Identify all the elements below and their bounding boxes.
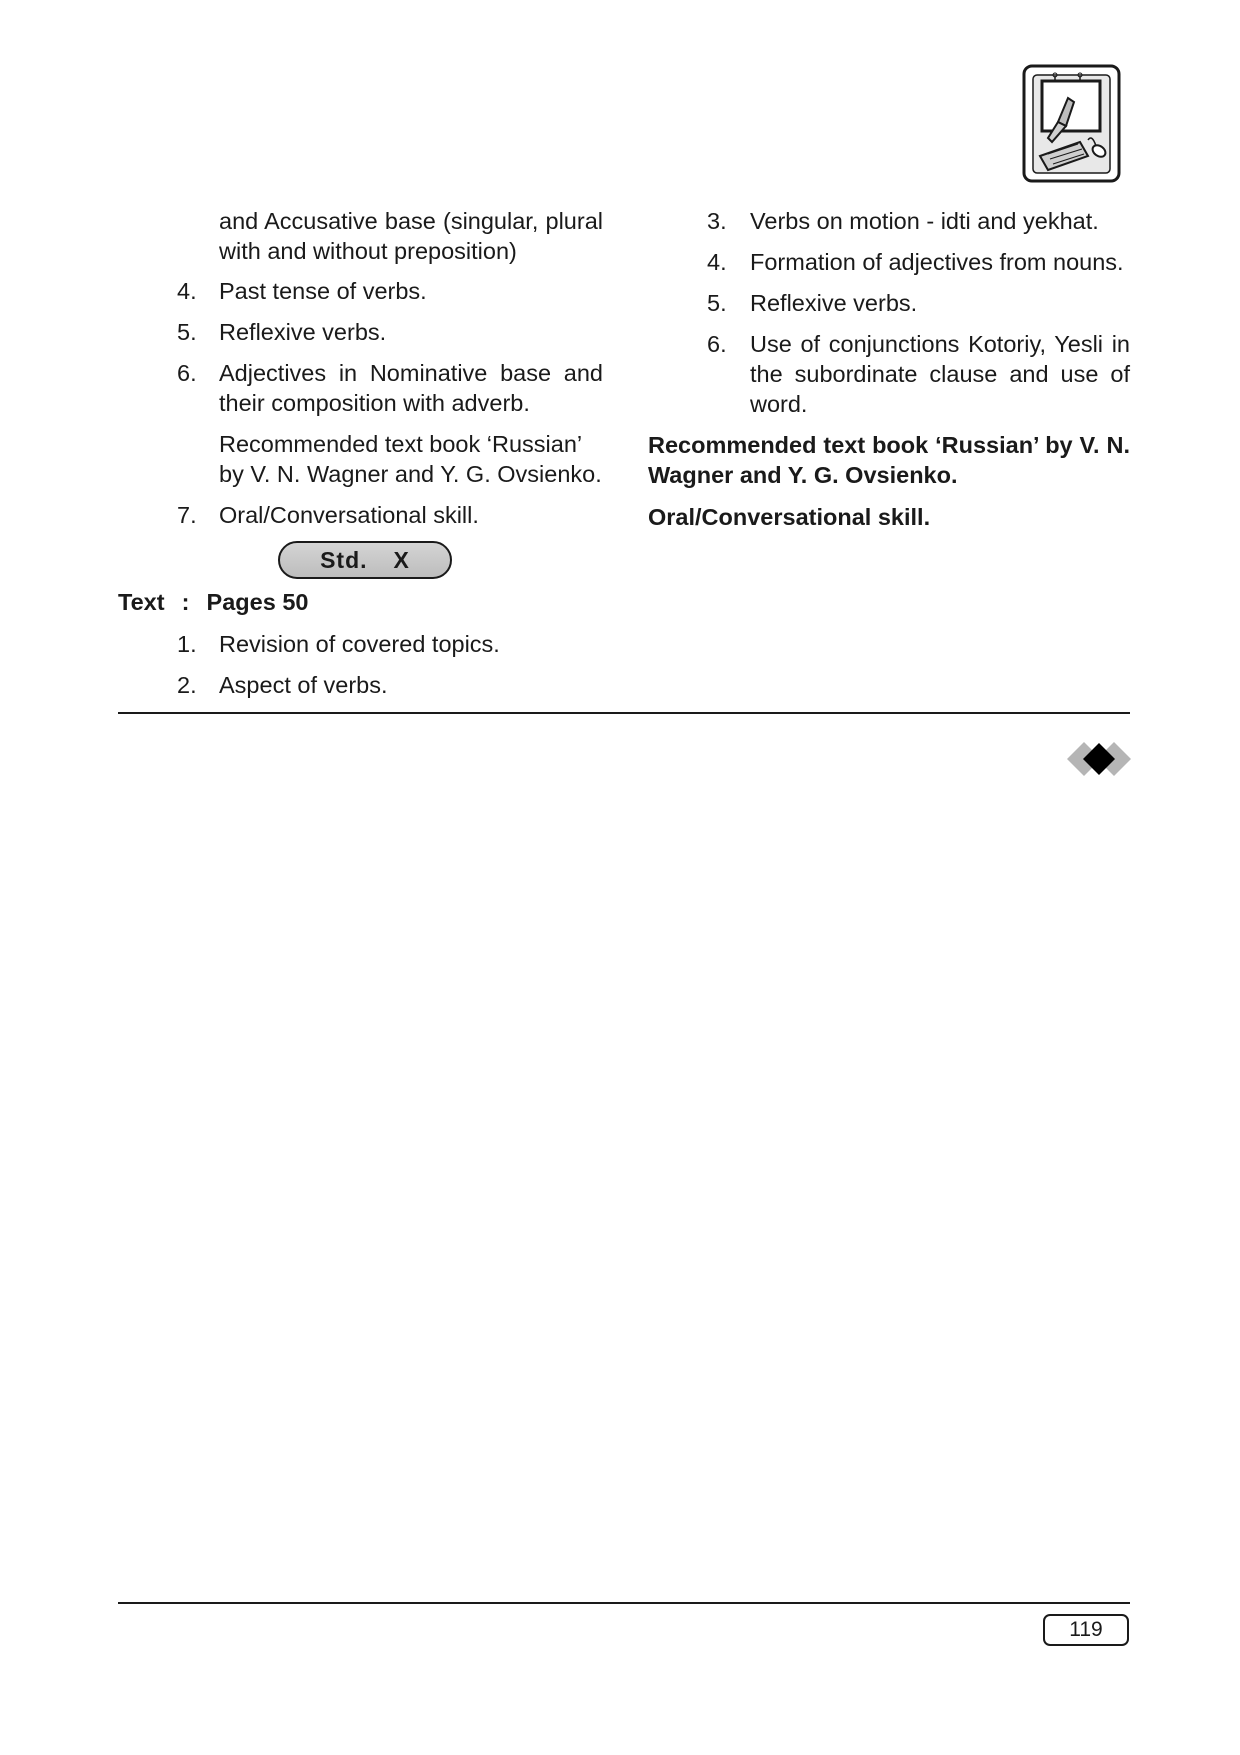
list-number: 4. xyxy=(707,249,727,275)
computer-stylus-icon xyxy=(1022,64,1121,183)
list-text: Reflexive verbs. xyxy=(219,319,387,345)
list-item xyxy=(648,206,1130,236)
diamond-ornament-icon xyxy=(1066,738,1132,780)
text-separator: : xyxy=(181,589,190,615)
list-number: 6. xyxy=(707,331,727,357)
list-item xyxy=(118,629,603,659)
list-number: 1. xyxy=(177,631,197,657)
list-item xyxy=(118,276,603,306)
list-number: 7. xyxy=(177,502,197,528)
list-text: Formation of adjectives from nouns. xyxy=(750,249,1124,275)
std-badge xyxy=(278,541,452,579)
continuation-text: and Accusative base (singular, plural with and without preposition) xyxy=(219,208,603,264)
list-text: Oral/Conversational skill. xyxy=(219,502,479,528)
footer-rule xyxy=(118,1602,1130,1604)
list-item xyxy=(648,329,1130,419)
list-number: 5. xyxy=(707,290,727,316)
list-number: 5. xyxy=(177,319,197,345)
list-item xyxy=(118,358,603,418)
list-text: Use of conjunctions Kotoriy, Yesli in the subordinate clause and use of word. xyxy=(750,331,1130,417)
left-column xyxy=(118,206,603,711)
right-column xyxy=(648,206,1130,544)
list-item xyxy=(648,247,1130,277)
list-item xyxy=(118,670,603,700)
std-value: X xyxy=(393,547,410,573)
list-text: Past tense of verbs. xyxy=(219,278,427,304)
oral-skill-bold: Oral/Conversational skill. xyxy=(648,504,931,530)
list-number: 4. xyxy=(177,278,197,304)
list-item xyxy=(118,500,603,530)
page-number: 119 xyxy=(1043,1614,1129,1646)
list-item xyxy=(118,317,603,347)
list-text: Verbs on motion - idti and yekhat. xyxy=(750,208,1099,234)
list-text: Aspect of verbs. xyxy=(219,672,388,698)
list-item xyxy=(648,288,1130,318)
text-label: Text xyxy=(118,589,165,615)
recommended-bold: Recommended text book ‘Russian’ by V. N. Wagner and Y. G. Ovsienko. xyxy=(648,432,1130,488)
std-badge-row xyxy=(118,541,603,583)
pages-label: Pages xyxy=(206,589,276,615)
pages-value: 50 xyxy=(282,589,309,615)
list-text: Adjectives in Nominative base and their composition with adverb. xyxy=(219,360,603,416)
std-label: Std. xyxy=(320,547,368,573)
list-number: 6. xyxy=(177,360,197,386)
list-text: Reflexive verbs. xyxy=(750,290,918,316)
text-pages-heading xyxy=(118,587,603,617)
list-number: 2. xyxy=(177,672,197,698)
section-divider xyxy=(118,712,1130,714)
list-number: 3. xyxy=(707,208,727,234)
list-text: Revision of covered topics. xyxy=(219,631,500,657)
recommended-note: Recommended text book ‘Russian’ by V. N. Wagner and Y. G. Ovsienko. xyxy=(219,431,602,487)
